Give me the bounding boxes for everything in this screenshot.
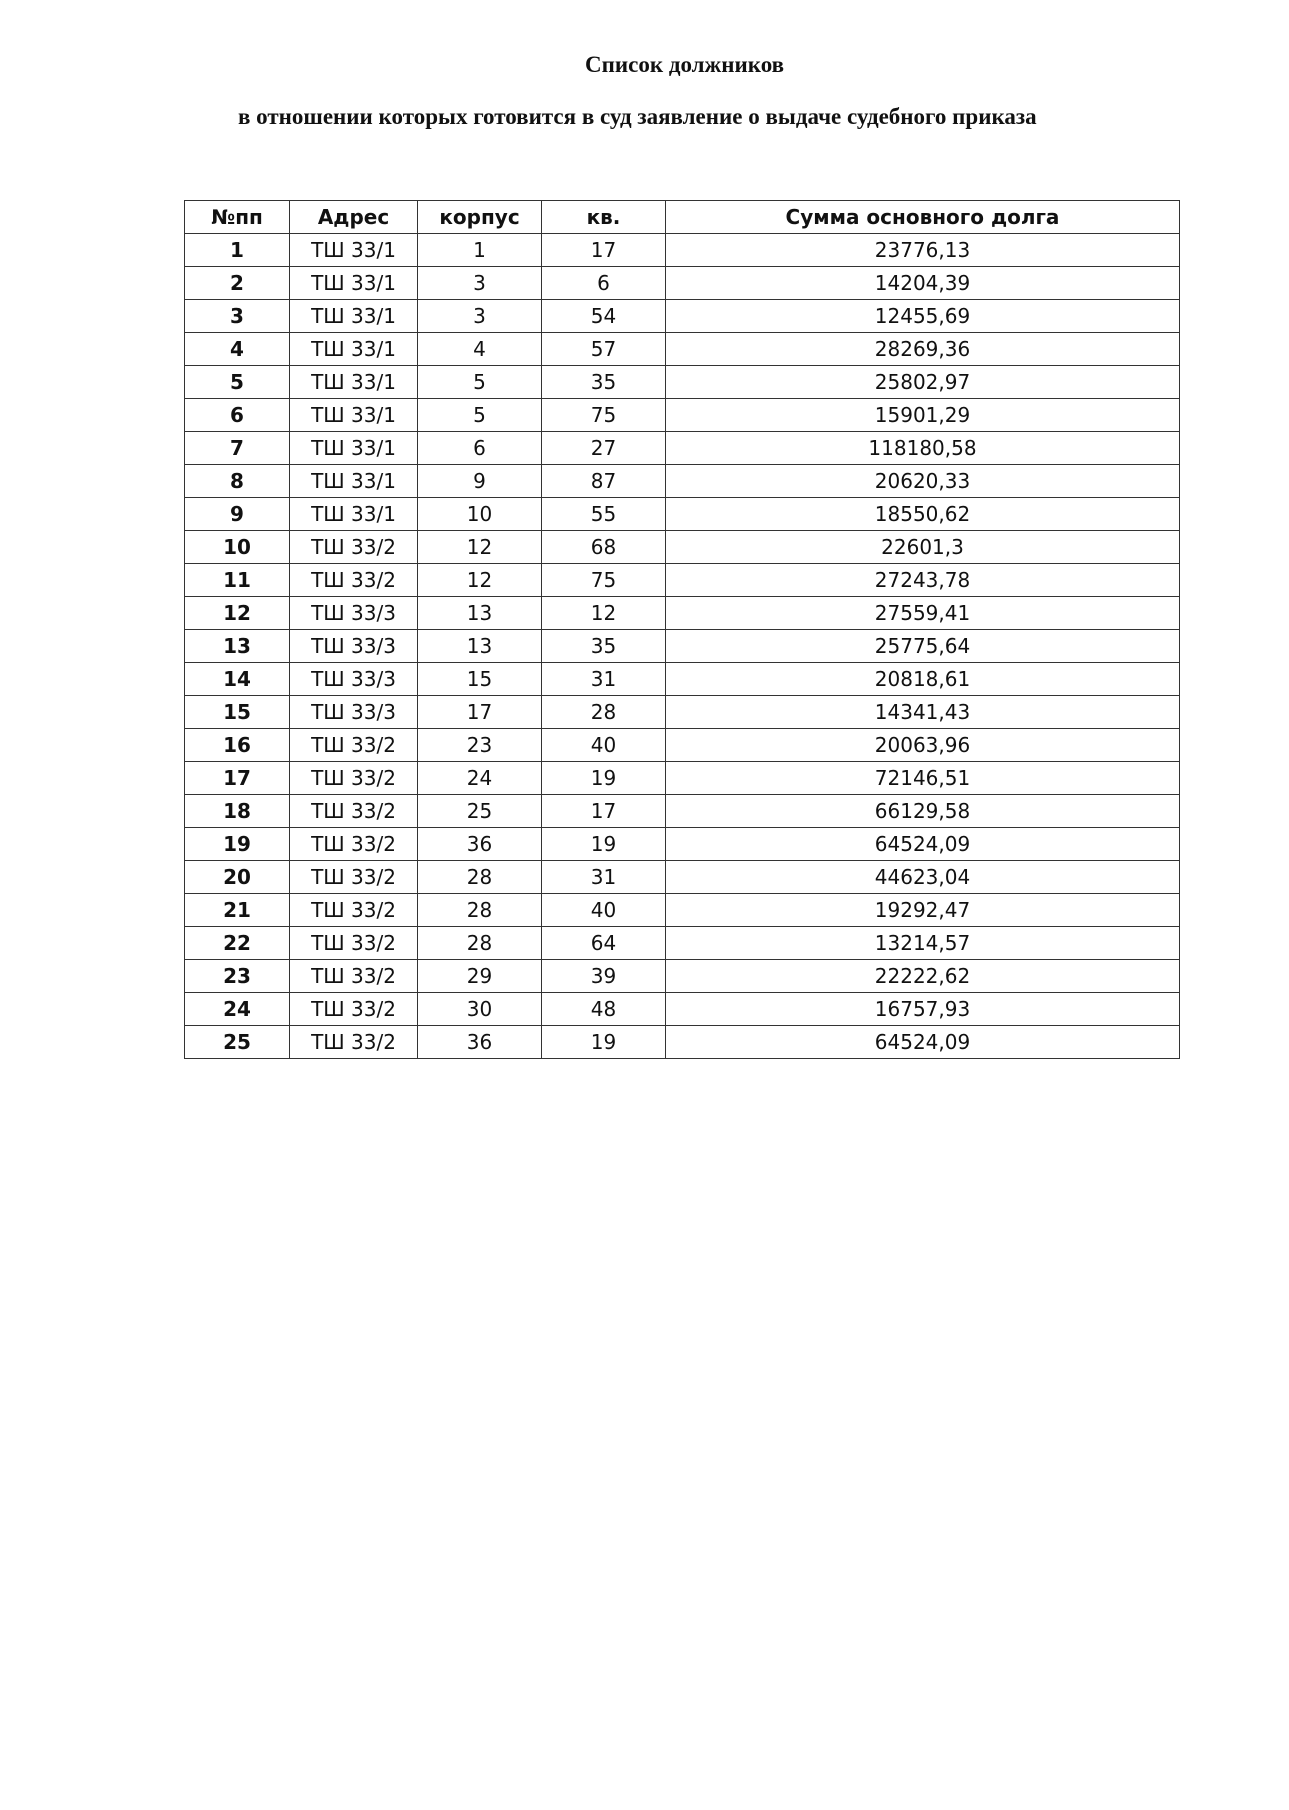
cell-apartment: 28 <box>542 696 666 729</box>
cell-building: 24 <box>418 762 542 795</box>
cell-building: 28 <box>418 861 542 894</box>
cell-number: 14 <box>185 663 290 696</box>
table-body <box>185 234 1180 1059</box>
cell-apartment: 75 <box>542 564 666 597</box>
cell-address: ТШ 33/2 <box>290 927 418 960</box>
cell-apartment: 57 <box>542 333 666 366</box>
cell-address: ТШ 33/1 <box>290 267 418 300</box>
cell-address: ТШ 33/1 <box>290 366 418 399</box>
cell-building: 12 <box>418 531 542 564</box>
cell-debt-amount: 20620,33 <box>666 465 1180 498</box>
cell-address: ТШ 33/1 <box>290 300 418 333</box>
cell-address: ТШ 33/3 <box>290 696 418 729</box>
table-row <box>185 762 1180 795</box>
cell-number: 20 <box>185 861 290 894</box>
cell-debt-amount: 19292,47 <box>666 894 1180 927</box>
cell-building: 3 <box>418 267 542 300</box>
cell-address: ТШ 33/2 <box>290 960 418 993</box>
cell-number: 2 <box>185 267 290 300</box>
cell-address: ТШ 33/2 <box>290 993 418 1026</box>
cell-apartment: 17 <box>542 795 666 828</box>
table-row <box>185 531 1180 564</box>
cell-apartment: 19 <box>542 828 666 861</box>
table-row <box>185 267 1180 300</box>
table-row <box>185 1026 1180 1059</box>
table-row <box>185 795 1180 828</box>
cell-debt-amount: 118180,58 <box>666 432 1180 465</box>
cell-building: 4 <box>418 333 542 366</box>
cell-address: ТШ 33/2 <box>290 795 418 828</box>
cell-building: 28 <box>418 927 542 960</box>
cell-building: 15 <box>418 663 542 696</box>
cell-number: 9 <box>185 498 290 531</box>
cell-address: ТШ 33/1 <box>290 432 418 465</box>
cell-debt-amount: 27559,41 <box>666 597 1180 630</box>
header-building: корпус <box>418 201 542 234</box>
cell-debt-amount: 25802,97 <box>666 366 1180 399</box>
cell-number: 16 <box>185 729 290 762</box>
cell-address: ТШ 33/3 <box>290 663 418 696</box>
header-number: №пп <box>185 201 290 234</box>
cell-address: ТШ 33/2 <box>290 861 418 894</box>
cell-debt-amount: 18550,62 <box>666 498 1180 531</box>
cell-building: 6 <box>418 432 542 465</box>
cell-address: ТШ 33/2 <box>290 564 418 597</box>
cell-address: ТШ 33/2 <box>290 1026 418 1059</box>
cell-apartment: 54 <box>542 300 666 333</box>
cell-apartment: 17 <box>542 234 666 267</box>
cell-apartment: 31 <box>542 861 666 894</box>
cell-number: 5 <box>185 366 290 399</box>
cell-building: 29 <box>418 960 542 993</box>
cell-apartment: 35 <box>542 366 666 399</box>
table-row <box>185 861 1180 894</box>
cell-building: 13 <box>418 630 542 663</box>
cell-apartment: 48 <box>542 993 666 1026</box>
cell-number: 1 <box>185 234 290 267</box>
cell-number: 21 <box>185 894 290 927</box>
cell-number: 24 <box>185 993 290 1026</box>
cell-number: 7 <box>185 432 290 465</box>
cell-building: 36 <box>418 828 542 861</box>
cell-address: ТШ 33/2 <box>290 531 418 564</box>
table-row <box>185 333 1180 366</box>
table-row <box>185 465 1180 498</box>
table-row <box>185 960 1180 993</box>
cell-number: 8 <box>185 465 290 498</box>
cell-debt-amount: 23776,13 <box>666 234 1180 267</box>
table-row <box>185 432 1180 465</box>
cell-address: ТШ 33/1 <box>290 498 418 531</box>
cell-debt-amount: 44623,04 <box>666 861 1180 894</box>
table-row <box>185 597 1180 630</box>
table-row <box>185 399 1180 432</box>
cell-address: ТШ 33/3 <box>290 630 418 663</box>
table-row <box>185 894 1180 927</box>
cell-debt-amount: 14204,39 <box>666 267 1180 300</box>
cell-debt-amount: 20818,61 <box>666 663 1180 696</box>
table-row <box>185 663 1180 696</box>
cell-debt-amount: 28269,36 <box>666 333 1180 366</box>
cell-number: 10 <box>185 531 290 564</box>
cell-apartment: 40 <box>542 894 666 927</box>
cell-building: 36 <box>418 1026 542 1059</box>
cell-address: ТШ 33/1 <box>290 234 418 267</box>
cell-apartment: 12 <box>542 597 666 630</box>
cell-apartment: 19 <box>542 1026 666 1059</box>
table-row <box>185 696 1180 729</box>
cell-number: 12 <box>185 597 290 630</box>
table-row <box>185 366 1180 399</box>
cell-number: 3 <box>185 300 290 333</box>
document-subtitle: в отношении которых готовится в суд заявление о выдаче судебного приказа <box>238 104 1037 129</box>
cell-number: 23 <box>185 960 290 993</box>
cell-number: 11 <box>185 564 290 597</box>
cell-address: ТШ 33/1 <box>290 399 418 432</box>
cell-building: 17 <box>418 696 542 729</box>
cell-number: 6 <box>185 399 290 432</box>
cell-building: 10 <box>418 498 542 531</box>
cell-apartment: 35 <box>542 630 666 663</box>
cell-debt-amount: 14341,43 <box>666 696 1180 729</box>
cell-building: 23 <box>418 729 542 762</box>
cell-apartment: 19 <box>542 762 666 795</box>
cell-debt-amount: 22601,3 <box>666 531 1180 564</box>
table-row <box>185 729 1180 762</box>
cell-address: ТШ 33/2 <box>290 894 418 927</box>
cell-debt-amount: 13214,57 <box>666 927 1180 960</box>
cell-debt-amount: 20063,96 <box>666 729 1180 762</box>
cell-building: 1 <box>418 234 542 267</box>
cell-apartment: 87 <box>542 465 666 498</box>
document-title: Список должников <box>585 52 785 77</box>
cell-building: 30 <box>418 993 542 1026</box>
cell-address: ТШ 33/2 <box>290 762 418 795</box>
cell-building: 13 <box>418 597 542 630</box>
cell-address: ТШ 33/2 <box>290 828 418 861</box>
table-row <box>185 927 1180 960</box>
cell-building: 3 <box>418 300 542 333</box>
cell-debt-amount: 12455,69 <box>666 300 1180 333</box>
table-row <box>185 498 1180 531</box>
cell-apartment: 55 <box>542 498 666 531</box>
cell-apartment: 31 <box>542 663 666 696</box>
cell-address: ТШ 33/1 <box>290 465 418 498</box>
cell-number: 18 <box>185 795 290 828</box>
cell-debt-amount: 72146,51 <box>666 762 1180 795</box>
header-debt-amount: Сумма основного долга <box>666 201 1180 234</box>
cell-building: 25 <box>418 795 542 828</box>
table-row <box>185 630 1180 663</box>
cell-apartment: 6 <box>542 267 666 300</box>
table-row <box>185 828 1180 861</box>
table-row <box>185 300 1180 333</box>
cell-building: 5 <box>418 366 542 399</box>
cell-address: ТШ 33/3 <box>290 597 418 630</box>
table-row <box>185 993 1180 1026</box>
cell-apartment: 27 <box>542 432 666 465</box>
table-row <box>185 234 1180 267</box>
cell-address: ТШ 33/1 <box>290 333 418 366</box>
table-header-row <box>185 201 1180 234</box>
cell-debt-amount: 66129,58 <box>666 795 1180 828</box>
header-apartment: кв. <box>542 201 666 234</box>
cell-building: 9 <box>418 465 542 498</box>
table-row <box>185 564 1180 597</box>
cell-number: 4 <box>185 333 290 366</box>
cell-number: 13 <box>185 630 290 663</box>
cell-apartment: 40 <box>542 729 666 762</box>
cell-building: 28 <box>418 894 542 927</box>
cell-address: ТШ 33/2 <box>290 729 418 762</box>
cell-apartment: 39 <box>542 960 666 993</box>
debtors-table <box>184 200 1180 1059</box>
header-address: Адрес <box>290 201 418 234</box>
cell-building: 12 <box>418 564 542 597</box>
cell-number: 19 <box>185 828 290 861</box>
cell-debt-amount: 16757,93 <box>666 993 1180 1026</box>
cell-apartment: 75 <box>542 399 666 432</box>
cell-building: 5 <box>418 399 542 432</box>
cell-number: 15 <box>185 696 290 729</box>
cell-debt-amount: 27243,78 <box>666 564 1180 597</box>
cell-debt-amount: 64524,09 <box>666 828 1180 861</box>
cell-debt-amount: 22222,62 <box>666 960 1180 993</box>
cell-debt-amount: 64524,09 <box>666 1026 1180 1059</box>
cell-number: 22 <box>185 927 290 960</box>
cell-apartment: 68 <box>542 531 666 564</box>
cell-number: 17 <box>185 762 290 795</box>
cell-debt-amount: 25775,64 <box>666 630 1180 663</box>
cell-debt-amount: 15901,29 <box>666 399 1180 432</box>
cell-number: 25 <box>185 1026 290 1059</box>
cell-apartment: 64 <box>542 927 666 960</box>
